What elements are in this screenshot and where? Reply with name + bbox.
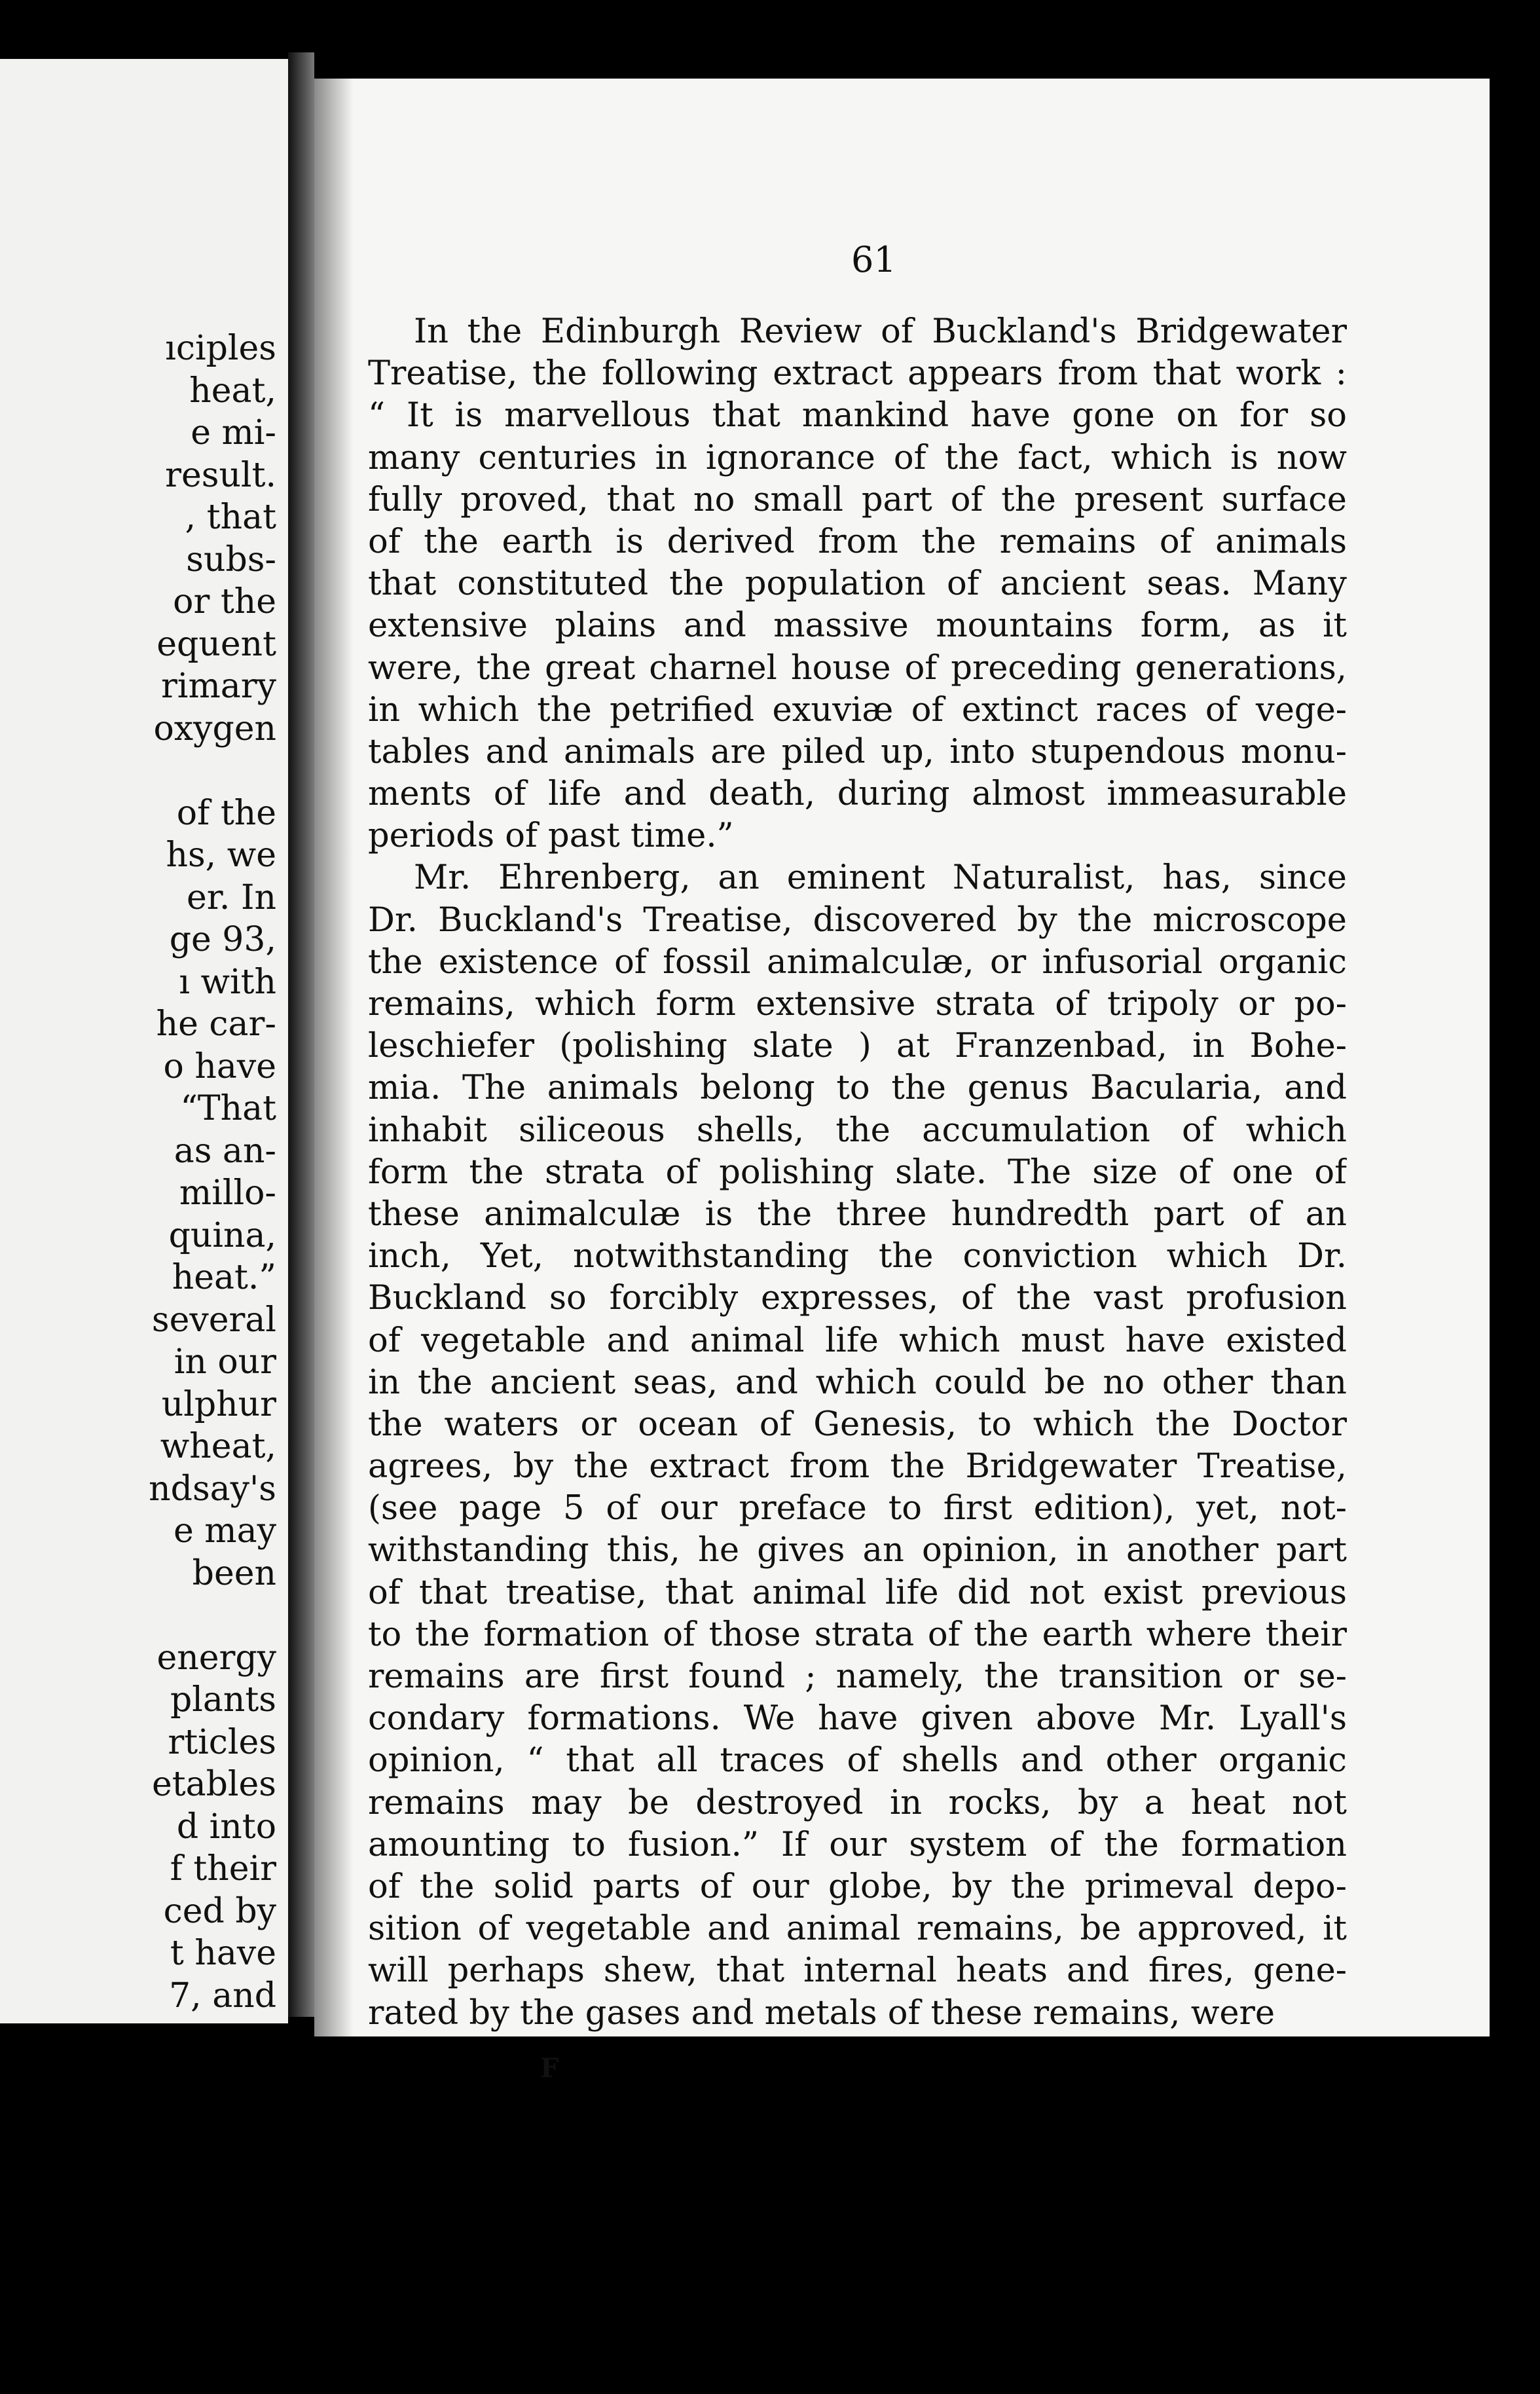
left-page-line: t have bbox=[170, 1934, 276, 1973]
body-text-line: (see page 5 of our preface to first edition), yet, not- bbox=[368, 1489, 1347, 1528]
body-text-line: agrees, by the extract from the Bridgewater Treatise, bbox=[368, 1447, 1347, 1486]
body-text-line: sition of vegetable and animal remains, be approved, it bbox=[368, 1909, 1347, 1949]
left-page-line: result. bbox=[165, 455, 276, 495]
left-page-line: oxygen bbox=[153, 709, 276, 748]
left-page-line: rticles bbox=[168, 1722, 276, 1762]
body-text-line: of that treatise, that animal life did not exist previous bbox=[368, 1573, 1347, 1612]
body-text-line: mia. The animals belong to the genus Bacularia, and bbox=[368, 1069, 1347, 1108]
body-text-line: “ It is marvellous that mankind have gone on for so bbox=[368, 396, 1347, 435]
left-page-line: ge 93, bbox=[169, 920, 276, 959]
page-number: 61 bbox=[851, 239, 896, 280]
body-text-line: will perhaps shew, that internal heats and fires, gene- bbox=[368, 1951, 1347, 1991]
body-text-line: of vegetable and animal life which must have existed bbox=[368, 1321, 1347, 1360]
body-text-line: the waters or ocean of Genesis, to which the Doctor bbox=[368, 1405, 1347, 1444]
left-page-line: o have bbox=[163, 1046, 276, 1086]
left-page-line: plants bbox=[170, 1680, 276, 1720]
left-page-line bbox=[1, 1594, 276, 1637]
left-page-line: or the bbox=[173, 582, 276, 621]
left-page-line: e mi- bbox=[191, 413, 276, 452]
left-page-line: equent bbox=[156, 624, 276, 664]
body-text-line: periods of past time.” bbox=[368, 817, 734, 856]
body-text-line: Dr. Buckland's Treatise, discovered by the microscope bbox=[368, 900, 1347, 940]
left-page-line: etables bbox=[151, 1765, 276, 1804]
book-gutter bbox=[288, 52, 314, 2017]
body-text-line: inch, Yet, notwithstanding the conviction which Dr. bbox=[368, 1237, 1347, 1276]
body-text-line: condary formations. We have given above Mr. Lyall's bbox=[368, 1699, 1347, 1739]
left-page-line: rimary bbox=[160, 667, 276, 706]
left-page-line: e may bbox=[174, 1511, 276, 1551]
left-page-line: ıciples bbox=[165, 329, 276, 368]
body-text-line: withstanding this, he gives an opinion, in another part bbox=[368, 1531, 1347, 1570]
left-page-line: wheat, bbox=[160, 1427, 276, 1466]
left-page-line: heat.” bbox=[172, 1258, 276, 1297]
left-page-line: of the bbox=[176, 793, 276, 833]
body-text-line: ments of life and death, during almost immeasurable bbox=[368, 775, 1347, 814]
left-page-line: hs, we bbox=[166, 836, 276, 875]
left-page-line: ulphur bbox=[161, 1384, 276, 1424]
body-text-line: inhabit siliceous shells, the accumulation of which bbox=[368, 1111, 1347, 1150]
body-text-line: extensive plains and massive mountains form, as it bbox=[368, 606, 1347, 646]
body-text-line: leschiefer (polishing slate ) at Franzenbad, in Bohe- bbox=[368, 1027, 1347, 1066]
body-text-line: that constituted the population of ancient seas. Many bbox=[368, 564, 1347, 604]
left-page-line: , that bbox=[185, 498, 276, 537]
left-page-line: “That bbox=[180, 1089, 276, 1128]
left-page-line: heat, bbox=[189, 371, 276, 411]
body-text-line: remains, which form extensive strata of tripoly or po- bbox=[368, 985, 1347, 1023]
body-text-line: tables and animals are piled up, into stupendous monu- bbox=[368, 732, 1347, 771]
left-page bbox=[0, 59, 288, 2023]
left-page-line: ced by bbox=[163, 1891, 276, 1931]
body-text-line: remains may be destroyed in rocks, by a heat not bbox=[368, 1783, 1347, 1822]
body-text-line: many centuries in ignorance of the fact, which is now bbox=[368, 438, 1347, 477]
body-text-line: In the Edinburgh Review of Buckland's Bridgewater bbox=[414, 312, 1347, 351]
body-text-line: form the strata of polishing slate. The size of one of bbox=[368, 1152, 1347, 1192]
body-text-line: in the ancient seas, and which could be no other than bbox=[368, 1363, 1347, 1402]
left-page-line: he car- bbox=[156, 1004, 276, 1044]
left-page-line: ı with bbox=[179, 962, 276, 1002]
left-page-line: d into bbox=[176, 1807, 276, 1847]
right-page bbox=[314, 79, 1490, 2084]
body-text-line: were, the great charnel house of preceding generations, bbox=[368, 648, 1347, 688]
body-text-line: in which the petrified exuviæ of extinct races of vege- bbox=[368, 690, 1347, 729]
body-text-line: rated by the gases and metals of these remains, were bbox=[368, 1993, 1275, 2033]
left-page-line: been bbox=[192, 1553, 276, 1593]
left-page-line: f their bbox=[170, 1849, 276, 1888]
left-page-line: er. In bbox=[186, 877, 276, 917]
left-page-text bbox=[1, 327, 276, 2017]
body-text-line: fully proved, that no small part of the present surface bbox=[368, 480, 1347, 519]
body-text-line: these animalculæ is the three hundredth part of an bbox=[368, 1194, 1347, 1234]
body-text-line: opinion, “ that all traces of shells and other organic bbox=[368, 1741, 1347, 1780]
body-text bbox=[368, 311, 1347, 2035]
left-page-line: 7, and bbox=[169, 1976, 276, 2016]
left-page-line: several bbox=[151, 1300, 276, 1340]
left-page-line: energy bbox=[156, 1638, 276, 1678]
body-text-line: to the formation of those strata of the earth where their bbox=[368, 1615, 1347, 1654]
body-text-line: remains are first found ; namely, the transition or se- bbox=[368, 1657, 1347, 1696]
body-text-line: of the solid parts of our globe, by the primeval depo- bbox=[368, 1867, 1347, 1906]
left-page-line: in our bbox=[174, 1342, 276, 1382]
body-text-line: amounting to fusion.” If our system of the formation bbox=[368, 1825, 1347, 1864]
left-page-line bbox=[1, 750, 276, 792]
body-text-line: of the earth is derived from the remains of animals bbox=[368, 522, 1347, 561]
left-page-line: subs- bbox=[186, 540, 276, 580]
body-text-line: the existence of fossil animalculæ, or infusorial organic bbox=[368, 942, 1347, 982]
page-shadow bbox=[314, 79, 354, 2036]
body-text-line: Buckland so forcibly expresses, of the vast profusion bbox=[368, 1279, 1347, 1318]
left-page-line: millo- bbox=[179, 1173, 276, 1213]
body-text-line: Mr. Ehrenberg, an eminent Naturalist, has, since bbox=[414, 858, 1347, 898]
left-page-line: quina, bbox=[168, 1215, 276, 1255]
signature-mark: F bbox=[540, 2053, 559, 2084]
left-page-line: ndsay's bbox=[149, 1469, 276, 1509]
body-text-line: Treatise, the following extract appears from that work : bbox=[368, 354, 1347, 394]
left-page-line: as an- bbox=[174, 1131, 276, 1171]
